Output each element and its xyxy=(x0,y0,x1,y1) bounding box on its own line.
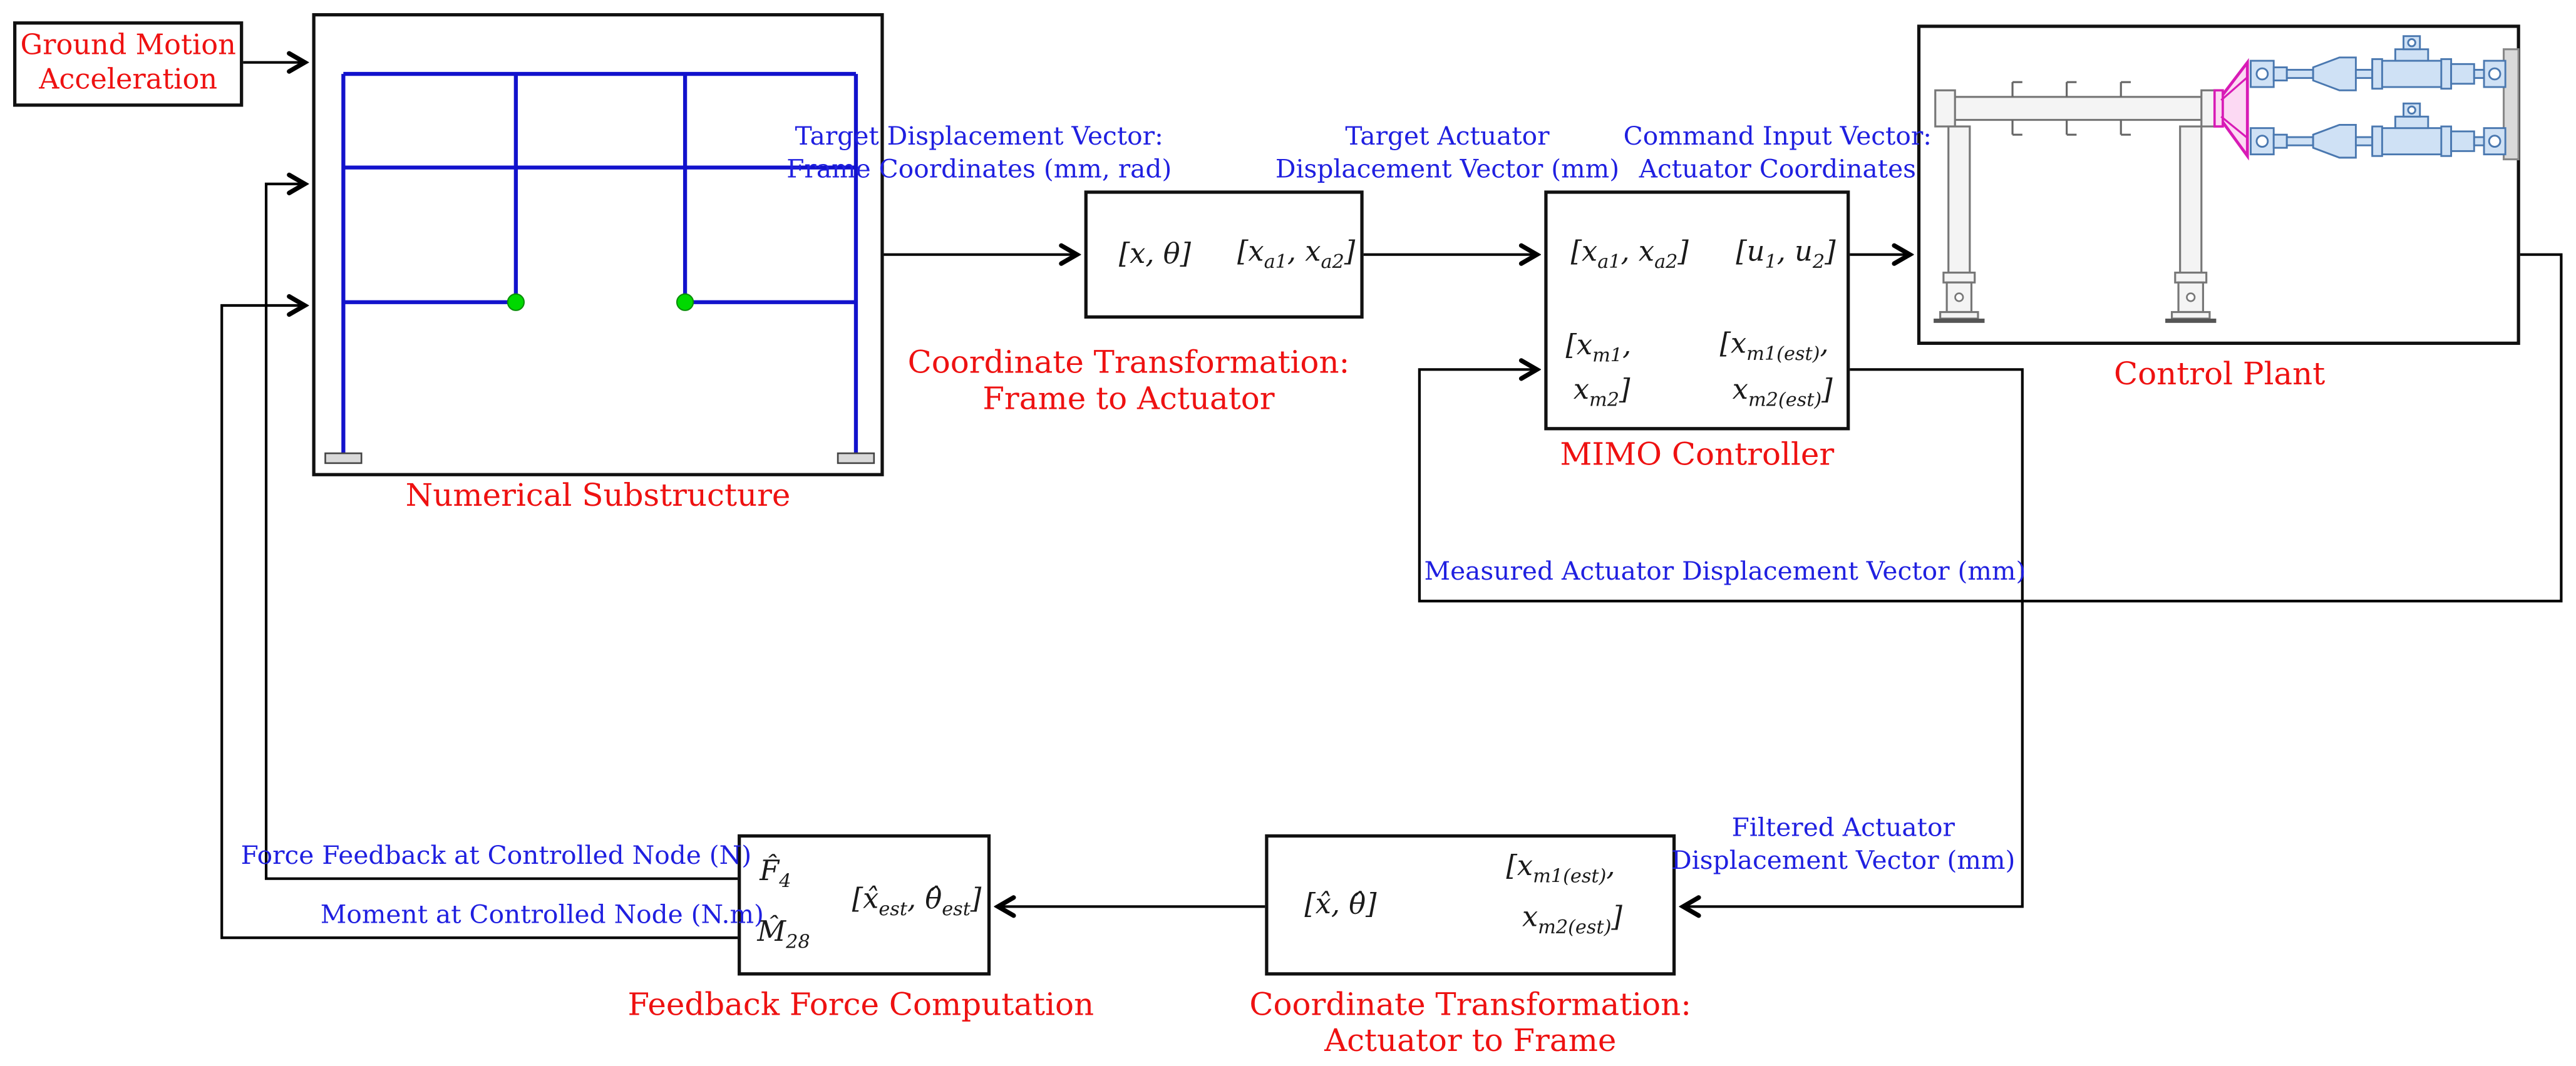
signal-label-target-displacement: Target Displacement Vector: Frame Coordinates (mm, rad) xyxy=(786,121,1172,184)
math-ct1-output: [$x_{a1}$, $x_{a2}$] xyxy=(1237,236,1356,274)
signal-label-target-actuator: Target Actuator Displacement Vector (mm) xyxy=(1275,121,1620,184)
feedback-force-label: Feedback Force Computation xyxy=(627,987,1095,1023)
numerical-substructure-label: Numerical Substructure xyxy=(405,478,791,515)
mimo-controller-label: MIMO Controller xyxy=(1560,436,1835,473)
math-ct1-input: [x, θ] xyxy=(1118,238,1192,271)
math-mimo-row2-input-1: [$x_{m1}$, xyxy=(1565,329,1632,367)
math-ffc-input: [$x̂_{est}$, $\thetâ_{est}$] xyxy=(852,883,982,920)
math-mimo-row2-output-1: [$x_{m1(est)}$, xyxy=(1719,328,1829,365)
ct-actuator-to-frame-label: Coordinate Transformation: Actuator to Frame xyxy=(1249,987,1692,1060)
control-plant-label: Control Plant xyxy=(2114,356,2326,393)
signal-label-command-input: Command Input Vector: Actuator Coordinates xyxy=(1623,121,1932,184)
ct-frame-to-actuator-label: Coordinate Transformation: Frame to Actuator xyxy=(907,344,1350,418)
math-mimo-row2-output-2: $x_{m2(est)}$] xyxy=(1732,374,1833,411)
signal-label-filtered: Filtered Actuator Displacement Vector (mm) xyxy=(1671,812,2016,876)
math-ct2-input-1: [$x_{m1(est)}$, xyxy=(1506,850,1615,888)
math-ffc-moment: $M̂_{28}$ xyxy=(757,916,810,953)
control-plant-box xyxy=(1917,24,2520,345)
signal-label-moment-feedback: Moment at Controlled Node (N.m) xyxy=(320,899,764,930)
math-ct2-input-2: $x_{m2(est)}$] xyxy=(1522,901,1622,938)
math-ffc-force: $F̂_4$ xyxy=(760,855,791,893)
ground-motion-label: Ground Motion Acceleration xyxy=(20,29,236,97)
math-mimo-row1-input: [$x_{a1}$, $x_{a2}$] xyxy=(1570,236,1689,274)
math-mimo-row2-input-2: $x_{m2}$] xyxy=(1573,374,1631,411)
math-mimo-row1-output: [$u_1$, $u_2$] xyxy=(1736,236,1836,274)
signal-label-measured: Measured Actuator Displacement Vector (mm) xyxy=(1424,556,2026,587)
numerical-substructure-box xyxy=(312,13,884,476)
signal-label-force-feedback: Force Feedback at Controlled Node (N) xyxy=(240,841,752,871)
math-ct2-output: [x̂, θ̂] xyxy=(1304,888,1377,921)
